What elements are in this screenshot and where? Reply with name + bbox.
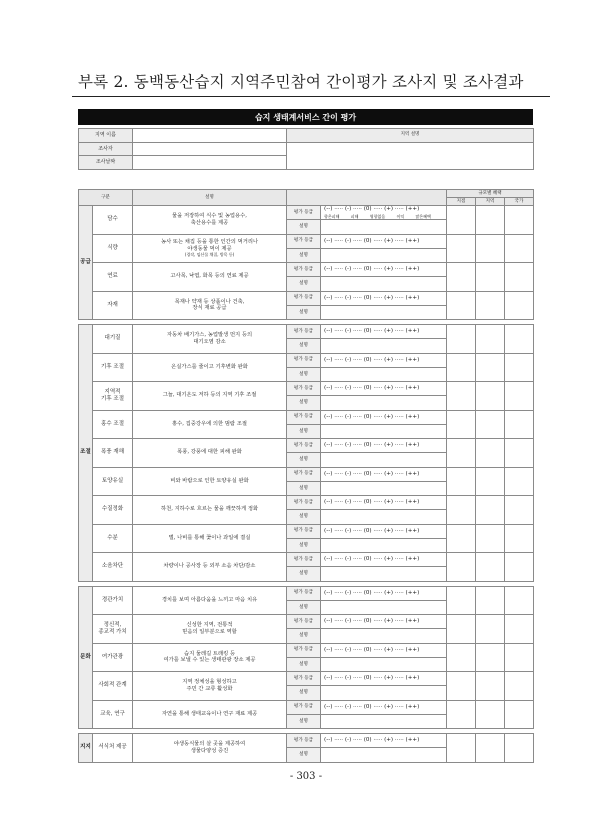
description-line1: 폭풍, 강풍에 대한 피해 완화 [177,449,242,456]
grade-scale[interactable] [321,439,447,453]
grade-scale[interactable] [321,353,447,367]
explain-label: 설명 [287,600,321,614]
explain-label: 설명 [287,396,321,410]
description-line1: 야생동식물의 살 곳을 제공하여 [173,741,246,748]
grade-scale[interactable] [321,672,447,686]
check-nation[interactable] [505,734,534,763]
service-description [133,353,287,382]
grade-scale[interactable] [321,586,447,600]
surveyor-label: 조사자 [79,142,133,156]
explain-field[interactable] [321,481,447,495]
check-wetland[interactable] [447,439,476,468]
service-description [133,524,287,553]
explain-field[interactable] [321,424,447,438]
grade-label: 평가 등급 [287,353,321,367]
col-description: 설명 [133,190,287,206]
check-wetland[interactable] [447,615,476,644]
service-label: 기후 조절 [101,363,125,370]
grade-scale[interactable] [321,615,447,629]
check-region[interactable] [476,291,505,320]
service-description [133,467,287,496]
service-row [79,439,534,453]
grade-scale[interactable] [321,643,447,657]
grade-scale[interactable] [321,291,447,305]
explain-field[interactable] [321,567,447,581]
col-scale-header: 규모별 혜택 [447,190,534,198]
explain-field[interactable] [321,629,447,643]
explain-field[interactable] [321,248,447,262]
grade-scale[interactable] [321,524,447,538]
site-desc-field[interactable] [287,142,534,169]
service-label-line2: 종교적 가치 [98,628,127,635]
service-row [79,206,534,220]
scale-text: (--) ····· (-) ····· (0) ····· (+) ····· (++) [324,646,420,653]
explain-label: 설명 [287,339,321,353]
explain-field[interactable] [321,305,447,319]
check-nation[interactable] [505,672,534,701]
explain-label: 설명 [287,538,321,552]
description-line1: 그늘, 대기온도 저하 등의 지역 기후 조절 [162,392,257,399]
service-label: 수질정화 [101,506,124,513]
service-row [79,325,534,339]
service-row [79,263,534,277]
description-line1: 홍수, 집중강우에 의한 범람 조절 [172,420,247,427]
grade-scale[interactable] [321,382,447,396]
service-row [79,672,534,686]
explain-label: 설명 [287,220,321,234]
category-cultural: 문화 [79,586,93,729]
col-blank [287,190,447,206]
explain-field[interactable] [321,220,447,234]
service-label: 교육, 연구 [100,710,125,717]
service-name [93,643,133,672]
service-name [93,524,133,553]
service-description [133,586,287,615]
service-description [133,206,287,235]
page-number: - 303 - [289,771,323,782]
description-line1: 신성한 지역, 전통적 [186,622,233,629]
evaluation-table [78,189,534,763]
service-row [79,700,534,714]
check-region[interactable] [476,496,505,525]
service-row [79,382,534,396]
explain-field[interactable] [321,714,447,728]
site-name-label: 지역 이름 [79,129,133,143]
explain-field[interactable] [321,748,447,762]
scale-text: (--) ····· (-) ····· (0) ····· (+) ····· (++) [324,618,420,625]
check-region[interactable] [476,439,505,468]
description-line1: 하천, 지하수로 흐르는 물을 깨끗하게 정화 [160,506,259,513]
explain-field[interactable] [321,686,447,700]
scale-text: (--) ····· (-) ····· (0) ····· (+) ····· (++) [324,499,420,506]
check-nation[interactable] [505,615,534,644]
description-line1: 습지 둘레길 트래킹 등 [183,650,236,657]
explain-label: 설명 [287,657,321,671]
check-wetland[interactable] [447,382,476,411]
check-wetland[interactable] [447,734,476,763]
service-label: 대기질 [104,335,121,342]
service-label: 홍수 조절 [101,420,125,427]
check-wetland[interactable] [447,672,476,701]
scale-text: (--) ····· (-) ····· (0) ····· (+) ····· (++) [324,703,420,710]
scale-text: (--) ····· (-) ····· (0) ····· (+) ····· (++) [324,237,420,244]
explain-label: 설명 [287,277,321,291]
explain-label: 설명 [287,686,321,700]
col-wetland: 지점 [447,198,476,206]
check-region[interactable] [476,467,505,496]
check-nation[interactable] [505,353,534,382]
check-wetland[interactable] [447,206,476,235]
service-row [79,353,534,367]
service-name [93,496,133,525]
check-region[interactable] [476,672,505,701]
explain-label: 설명 [287,305,321,319]
service-row [79,586,534,600]
check-nation[interactable] [505,467,534,496]
explain-field[interactable] [321,367,447,381]
service-name [93,410,133,439]
service-description [133,439,287,468]
service-label: 여가관광 [101,653,124,660]
service-row [79,524,534,538]
grade-label: 평가 등급 [287,586,321,600]
service-row [79,467,534,481]
explain-field[interactable] [321,339,447,353]
grade-label: 평가 등급 [287,700,321,714]
category-provisioning: 공급 [79,206,93,320]
check-wetland[interactable] [447,263,476,292]
service-row [79,410,534,424]
grade-label: 평가 등급 [287,672,321,686]
service-name [93,234,133,263]
scale-text: (--) ····· (-) ····· (0) ····· (+) ····· (++) [324,556,420,563]
explain-label: 설명 [287,248,321,262]
check-region[interactable] [476,234,505,263]
check-nation[interactable] [505,410,534,439]
service-description [133,700,287,729]
grade-label: 평가 등급 [287,291,321,305]
check-wetland[interactable] [447,700,476,729]
check-wetland[interactable] [447,353,476,382]
service-name [93,553,133,582]
check-wetland[interactable] [447,291,476,320]
service-description [133,615,287,644]
grade-scale[interactable] [321,410,447,424]
col-type: 구분 [79,190,133,206]
scale-text: (--) ····· (-) ····· (0) ····· (+) ····· (++) [324,589,420,596]
scale-text: (--) ····· (-) ····· (0) ····· (+) ····· (++) [324,266,420,273]
service-label: 정신적, [103,621,122,628]
service-name [93,439,133,468]
scale-word: 이익 [396,214,405,220]
description-line1: 자연을 통해 생태교육이나 연구 재료 제공 [161,710,258,717]
check-nation[interactable] [505,586,534,615]
check-nation[interactable] [505,553,534,582]
service-description [133,734,287,763]
description-line1: 자동차 배기가스, 농업발생 먼지 등의 [166,332,253,339]
service-row [79,553,534,567]
date-label: 조사날짜 [79,156,133,170]
service-description [133,382,287,411]
check-nation[interactable] [505,206,534,235]
service-label: 사회적 관계 [98,682,127,689]
check-wetland[interactable] [447,467,476,496]
grade-label: 평가 등급 [287,524,321,538]
site-desc-label: 지역 설명 [287,129,534,143]
description-line1: 차량이나 공사장 등 외부 소음 차단/감소 [163,563,256,570]
scale-word: 많은혜택 [415,214,432,220]
service-label: 토양유실 [101,477,124,484]
service-description [133,291,287,320]
check-region[interactable] [476,615,505,644]
surveyor-field[interactable] [133,142,287,156]
service-name [93,353,133,382]
description-line1: 지역 정체성을 형성하고 [182,679,237,686]
service-label: 지역적 [104,388,121,395]
grade-label: 평가 등급 [287,234,321,248]
check-wetland[interactable] [447,325,476,354]
check-region[interactable] [476,553,505,582]
explain-field[interactable] [321,453,447,467]
service-row [79,234,534,248]
service-label: 경관가치 [101,596,124,603]
description-line2: 대기오염 감소 [193,338,226,345]
scale-text: (--) ····· (-) ····· (0) ····· (+) ····· (++) [324,675,420,682]
description-line2: 주민 간 교류 활성화 [186,685,233,692]
check-wetland[interactable] [447,586,476,615]
grade-label: 평가 등급 [287,643,321,657]
service-row [79,643,534,657]
service-name [93,734,133,763]
explain-label: 설명 [287,748,321,762]
grade-label: 평가 등급 [287,439,321,453]
check-wetland[interactable] [447,553,476,582]
description-line1: 목재나 약재 등 상품이나 건축, [174,298,245,305]
check-nation[interactable] [505,524,534,553]
scale-text: (--) ····· (-) ····· (0) ····· (+) ····· (++) [324,470,420,477]
description-line2: 축산용수를 제공 [190,219,229,226]
grade-label: 평가 등급 [287,553,321,567]
grade-label: 평가 등급 [287,496,321,510]
service-name [93,382,133,411]
service-description [133,234,287,263]
scale-text: (--) ····· (-) ····· (0) ····· (+) ····· (++) [324,294,420,301]
explain-field[interactable] [321,510,447,524]
explain-field[interactable] [321,657,447,671]
check-nation[interactable] [505,263,534,292]
service-label: 자재 [107,301,118,308]
explain-label: 설명 [287,424,321,438]
service-name [93,467,133,496]
service-row [79,734,534,748]
grade-scale[interactable] [321,263,447,277]
check-nation[interactable] [505,496,534,525]
site-info-table [78,128,534,170]
grade-scale[interactable] [321,553,447,567]
description-line2: 장식 재료 공급 [192,305,227,312]
check-wetland[interactable] [447,643,476,672]
service-name [93,291,133,320]
grade-label: 평가 등급 [287,382,321,396]
description-line1: 경치를 보며 아름다움을 느끼고 마음 치유 [161,596,258,603]
explain-field[interactable] [321,396,447,410]
service-name [93,206,133,235]
grade-label: 평가 등급 [287,615,321,629]
grade-label: 평가 등급 [287,734,321,748]
grade-scale[interactable] [321,325,447,339]
service-name [93,325,133,354]
description-line2: 믿음의 일부분으로 역할 [182,628,237,635]
explain-field[interactable] [321,277,447,291]
description-line1: 벌, 나비를 통해 꽃이나 과일에 결실 [168,534,251,541]
service-description [133,325,287,354]
grade-scale[interactable] [321,700,447,714]
check-nation[interactable] [505,291,534,320]
explain-label: 설명 [287,453,321,467]
form-header: 습지 생태계서비스 간이 평가 [78,109,533,125]
grade-scale[interactable] [321,234,447,248]
check-wetland[interactable] [447,496,476,525]
scale-text: (--) ····· (-) ····· (0) ····· (+) ····· (++) [324,413,420,420]
col-region: 지역 [476,198,505,206]
grade-label: 평가 등급 [287,410,321,424]
explain-label: 설명 [287,567,321,581]
explain-field[interactable] [321,538,447,552]
grade-label: 평가 등급 [287,325,321,339]
service-description [133,643,287,672]
page-title: 부록 2. 동백동산습지 지역주민참여 간이평가 조사지 및 조사결과 [78,73,524,91]
scale-word: 향은피해 [324,214,340,220]
check-wetland[interactable] [447,234,476,263]
description-line2: 여가를 보낼 수 있는 생태관광 장소 제공 [163,657,256,664]
check-nation[interactable] [505,643,534,672]
date-field[interactable] [133,156,287,170]
service-label: 서식처 제공 [98,744,127,751]
check-region[interactable] [476,586,505,615]
grade-scale[interactable] [321,467,447,481]
check-region[interactable] [476,206,505,235]
service-description [133,496,287,525]
service-row [79,615,534,629]
check-nation[interactable] [505,439,534,468]
service-label: 식량 [107,244,118,251]
service-row [79,291,534,305]
description-line1: 농사 또는 채집 등을 통한 인간의 먹거리나 [160,239,259,246]
title-divider [72,96,550,97]
service-row [79,496,534,510]
service-description [133,410,287,439]
check-nation[interactable] [505,234,534,263]
check-region[interactable] [476,325,505,354]
category-regulating: 조절 [79,325,93,582]
check-wetland[interactable] [447,524,476,553]
explain-label: 설명 [287,714,321,728]
description-line1: 고사목, 낙엽, 화목 등의 연료 제공 [170,273,249,280]
scale-text: (--) ····· (-) ····· (0) ····· (+) ····· (++) [324,328,420,335]
explain-label: 설명 [287,510,321,524]
grade-scale[interactable] [321,734,447,748]
scale-words [324,214,445,219]
check-region[interactable] [476,410,505,439]
service-description [133,672,287,701]
scale-text: (--) ····· (-) ····· (0) ····· (+) ····· (++) [324,206,420,213]
explain-label: 설명 [287,367,321,381]
check-region[interactable] [476,382,505,411]
check-nation[interactable] [505,700,534,729]
grade-label: 평가 등급 [287,467,321,481]
service-description [133,263,287,292]
service-label: 수분 [107,534,118,541]
service-label: 폭풍 재해 [101,449,125,456]
check-region[interactable] [476,524,505,553]
site-name-field[interactable] [133,129,287,143]
service-label: 소음차단 [101,563,124,570]
service-name [93,672,133,701]
description-line1: 물을 저장하여 식수 및 농업용수, [172,213,247,220]
service-name [93,615,133,644]
service-label-line2: 기후 조절 [101,395,125,402]
description-line1: 비와 바람으로 인한 토양유실 완화 [170,477,249,484]
check-wetland[interactable] [447,410,476,439]
scale-word: 영향없음 [369,214,386,220]
service-label: 담수 [107,216,118,223]
explain-label: 설명 [287,629,321,643]
scale-word: 피해 [350,214,359,220]
service-name [93,700,133,729]
grade-label: 평가 등급 [287,206,321,220]
scale-text: (--) ····· (-) ····· (0) ····· (+) ····· (++) [324,737,420,744]
service-name [93,263,133,292]
check-region[interactable] [476,700,505,729]
explain-field[interactable] [321,600,447,614]
service-label: 연료 [107,273,118,280]
description-line1: 온실가스를 줄이고 기후변화 완화 [171,363,248,370]
check-region[interactable] [476,353,505,382]
check-nation[interactable] [505,382,534,411]
scale-text: (--) ····· (-) ····· (0) ····· (+) ····· (++) [324,527,420,534]
explain-label: 설명 [287,481,321,495]
description-line2: 야생동물 먹이 제공 [187,245,232,252]
check-region[interactable] [476,643,505,672]
scale-text: (--) ····· (-) ····· (0) ····· (+) ····· (++) [324,442,420,449]
description-line2: 생물다양성 증진 [190,747,229,754]
grade-scale[interactable] [321,496,447,510]
description-note: (경작, 임산물 채집, 방목 등) [184,252,235,258]
col-nation: 국가 [505,198,534,206]
service-description [133,553,287,582]
check-region[interactable] [476,734,505,763]
grade-scale[interactable] [321,206,447,220]
grade-label: 평가 등급 [287,263,321,277]
scale-text: (--) ····· (-) ····· (0) ····· (+) ····· (++) [324,385,420,392]
check-region[interactable] [476,263,505,292]
service-name [93,586,133,615]
category-supporting: 지지 [79,734,93,763]
scale-text: (--) ····· (-) ····· (0) ····· (+) ····· (++) [324,356,420,363]
check-nation[interactable] [505,325,534,354]
